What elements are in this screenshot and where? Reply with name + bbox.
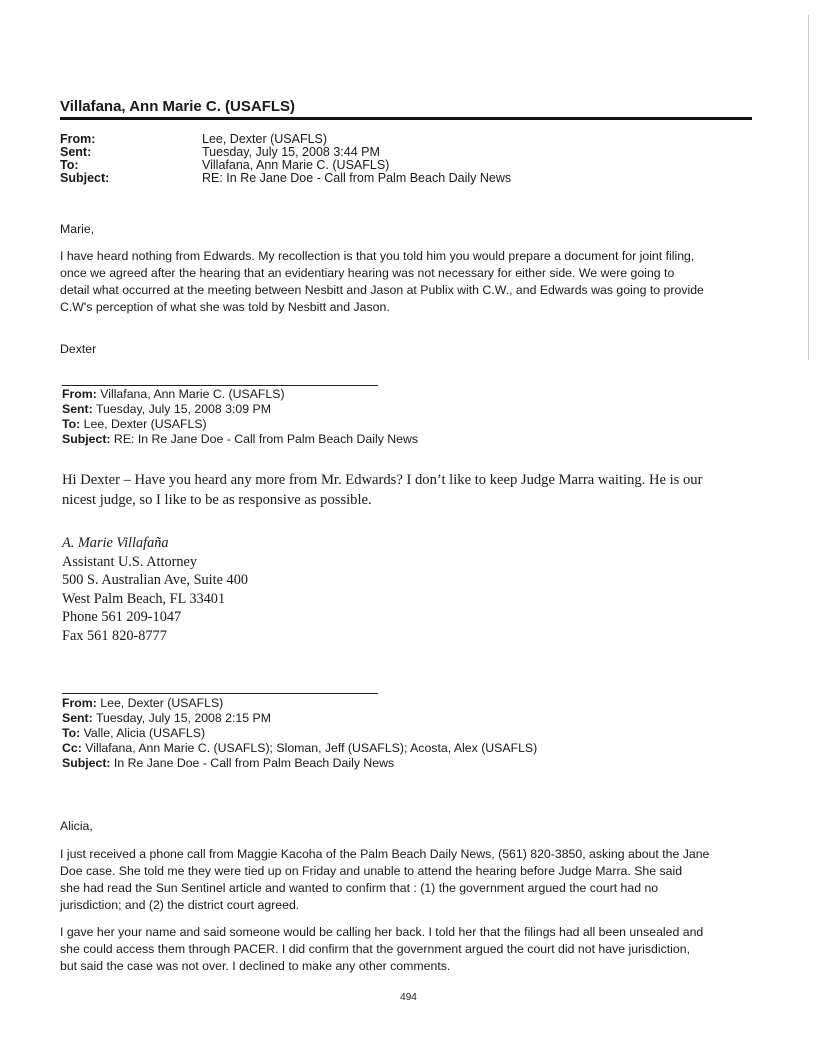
header-value: RE: In Re Jane Doe - Call from Palm Beach Daily News [110, 432, 419, 446]
body-line: nicest judge, so I like to be as responsive as possible. [62, 492, 372, 508]
paragraph-line: she could access them through PACER. I did confirm that the government argued the court did not have jurisdiction, [60, 942, 690, 956]
greeting-text: Alicia, [60, 819, 93, 833]
header-value: Lee, Dexter (USAFLS) [80, 417, 207, 431]
message1-signoff [60, 341, 760, 358]
header-label: Sent: [60, 145, 92, 159]
message2-header [62, 387, 762, 447]
header-sent-row [62, 402, 762, 417]
header-from-row [62, 696, 762, 711]
signature-name: A. Marie Villafaña [62, 535, 169, 551]
header-subject-row [62, 756, 762, 771]
header-value: Villafana, Ann Marie C. (USAFLS); Sloman, Jeff (USAFLS); Acosta, Alex (USAFLS) [81, 741, 538, 755]
signature-city: West Palm Beach, FL 33401 [62, 590, 226, 607]
header-value: Tuesday, July 15, 2008 3:09 PM [92, 402, 271, 416]
header-value: Lee, Dexter (USAFLS) [96, 696, 224, 710]
paragraph-line: but said the case was not over. I declined to make any other comments. [60, 959, 451, 973]
message1-paragraph [60, 248, 760, 316]
header-label: From: [60, 132, 96, 146]
page-number: 494 [400, 992, 417, 1003]
paragraph-line: jurisdiction; and (2) the district court agreed. [60, 898, 300, 912]
header-value: Lee, Dexter (USAFLS) [202, 132, 328, 146]
body-line: Hi Dexter – Have you heard any more from Mr. Edwards? I don’t like to keep Judge Marra waiting. He is our [62, 472, 703, 488]
paragraph-line: I have heard nothing from Edwards. My recollection is that you told him you would prepare a document for joint filing, [60, 249, 695, 263]
signature-title: Assistant U.S. Attorney [62, 553, 198, 570]
header-value: Villafana, Ann Marie C. (USAFLS) [96, 387, 285, 401]
header-label: Subject: [60, 171, 110, 185]
paragraph-line: I gave her your name and said someone would be calling her back. I told her that the filings had all been unsealed and [60, 925, 704, 939]
header-cc-row [62, 741, 762, 756]
separator-rule [62, 693, 378, 694]
message3-paragraph1 [60, 846, 760, 914]
paragraph-line: Doe case. She told me they were tied up on Friday and unable to attend the hearing before Judge Marra. She said [60, 864, 683, 878]
header-label: Subject: [62, 756, 111, 770]
header-label: To: [60, 158, 79, 172]
header-label: From: [62, 387, 97, 401]
header-label: To: [62, 726, 81, 740]
message3-paragraph2 [60, 924, 760, 975]
header-sent-row [60, 146, 760, 159]
header-label: From: [62, 696, 97, 710]
header-subject-row [62, 432, 762, 447]
header-value: RE: In Re Jane Doe - Call from Palm Beach Daily News [202, 171, 512, 185]
message3-greeting [60, 818, 760, 835]
message1-greeting [60, 221, 760, 238]
paragraph-line: detail what occurred at the meeting between Nesbitt and Jason at Publix with C.W., and Edwards was going to provide [60, 283, 704, 297]
signoff-text: Dexter [60, 342, 97, 356]
signature-address: 500 S. Australian Ave, Suite 400 [62, 572, 248, 588]
header-value: Villafana, Ann Marie C. (USAFLS) [202, 158, 390, 172]
signature-block [62, 534, 462, 645]
header-label: Cc: [62, 741, 82, 755]
header-value: Tuesday, July 15, 2008 3:44 PM [202, 145, 380, 159]
header-to-row [62, 726, 762, 741]
mailbox-owner-heading: Villafana, Ann Marie C. (USAFLS) [60, 98, 752, 120]
header-to-row [62, 417, 762, 432]
header-value: Tuesday, July 15, 2008 2:15 PM [92, 711, 271, 725]
signature-phone: Phone 561 209-1047 [62, 609, 182, 625]
header-value: Valle, Alicia (USAFLS) [80, 726, 206, 740]
signature-fax: Fax 561 820-8777 [62, 627, 167, 644]
header-label: To: [62, 417, 81, 431]
header-subject-row [60, 172, 760, 185]
header-label: Sent: [62, 711, 93, 725]
message3-header [62, 696, 762, 771]
header-from-row [62, 387, 762, 402]
greeting-text: Marie, [60, 222, 95, 236]
header-value: In Re Jane Doe - Call from Palm Beach Daily News [110, 756, 395, 770]
paragraph-line: C.W's perception of what she was told by Nesbitt and Jason. [60, 300, 390, 314]
email-header-top [60, 133, 760, 185]
header-sent-row [62, 711, 762, 726]
header-label: Subject: [62, 432, 111, 446]
paragraph-line: once we agreed after the hearing that an evidentiary hearing was not necessary for either side. We were going to [60, 266, 675, 280]
scan-edge-line [808, 15, 809, 360]
message2-body [62, 470, 762, 510]
separator-rule [62, 385, 378, 386]
paragraph-line: I just received a phone call from Maggie Kacoha of the Palm Beach Daily News, (561) 820-3850, asking about the Jane [60, 847, 710, 861]
header-from-row [60, 133, 760, 146]
paragraph-line: she had read the Sun Sentinel article and wanted to confirm that : (1) the government argued the court had no [60, 881, 659, 895]
header-label: Sent: [62, 402, 93, 416]
